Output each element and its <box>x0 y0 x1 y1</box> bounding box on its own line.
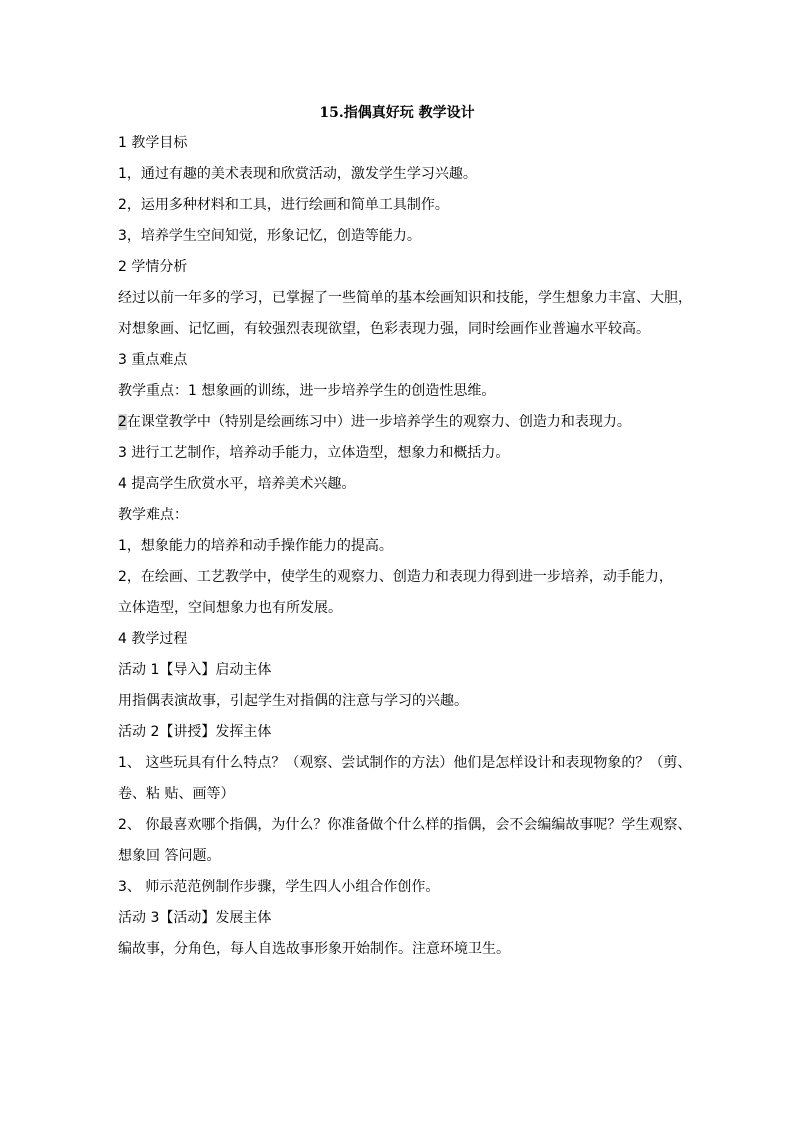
activity-2-item-3: 3、 师示范范例制作步骤，学生四人小组合作创作。 <box>118 879 440 895</box>
section-heading-key-points: 3 重点难点 <box>118 352 188 368</box>
activity-2-item-2-line-1: 2、 你最喜欢哪个指偶，为什么？你准备做个什么样的指偶，会不会编编故事呢？学生观察、 <box>118 817 692 833</box>
section-heading-process: 4 教学过程 <box>118 631 188 647</box>
analysis-paragraph-line-2: 对想象画、记忆画，有较强烈表现欲望，色彩表现力强，同时绘画作业普遍水平较高。 <box>118 321 650 337</box>
section-heading-analysis: 2 学情分析 <box>118 259 188 275</box>
activity-2-heading: 活动 2【讲授】发挥主体 <box>118 724 272 740</box>
section-heading-objectives: 1 教学目标 <box>118 135 188 151</box>
difficulty-item-1: 1，想象能力的培养和动手操作能力的提高。 <box>118 538 393 554</box>
objective-item-3: 3，培养学生空间知觉，形象记忆，创造等能力。 <box>118 228 421 244</box>
objective-item-1: 1，通过有趣的美术表现和欣赏活动，激发学生学习兴趣。 <box>118 166 477 182</box>
highlighted-number: 2 <box>118 414 127 430</box>
key-point-item-2 <box>118 412 698 443</box>
document-title: 15.指偶真好玩 教学设计 <box>319 105 475 121</box>
activity-1-heading: 活动 1【导入】启动主体 <box>118 662 272 678</box>
document-body <box>118 133 698 970</box>
key-point-item-2-text: 在课堂教学中（特别是绘画练习中）进一步培养学生的观察力、创造力和表现力。 <box>126 414 631 430</box>
key-point-item-3: 3 进行工艺制作，培养动手能力，立体造型，想象力和概括力。 <box>118 445 510 461</box>
difficulty-item-2-line-1: 2，在绘画、工艺教学中，使学生的观察力、创造力和表现力得到进一步培养，动手能力， <box>118 569 673 585</box>
difficulty-item-2-line-2: 立体造型，空间想象力也有所发展。 <box>118 600 342 616</box>
activity-3-text: 编故事，分角色，每人自选故事形象开始制作。注意环境卫生。 <box>118 941 510 957</box>
objective-item-2: 2，运用多种材料和工具，进行绘画和简单工具制作。 <box>118 197 449 213</box>
activity-2-item-2-line-2: 想象回 答问题。 <box>118 848 221 864</box>
activity-2-item-1-line-1: 1、 这些玩具有什么特点？（观察、尝试制作的方法）他们是怎样设计和表现物象的？（剪、 <box>118 755 692 771</box>
activity-3-heading: 活动 3【活动】发展主体 <box>118 910 272 926</box>
analysis-paragraph-line-1: 经过以前一年多的学习，已掌握了一些简单的基本绘画知识和技能，学生想象力丰富、大胆， <box>118 290 692 306</box>
key-point-item-4: 4 提高学生欣赏水平，培养美术兴趣。 <box>118 476 356 492</box>
difficulty-heading: 教学难点： <box>118 507 188 523</box>
key-point-item-1: 教学重点：1 想象画的训练，进一步培养学生的创造性思维。 <box>118 383 496 399</box>
activity-1-text: 用指偶表演故事，引起学生对指偶的注意与学习的兴趣。 <box>118 693 468 709</box>
activity-2-item-1-line-2: 卷、粘 贴、画等） <box>118 786 235 802</box>
